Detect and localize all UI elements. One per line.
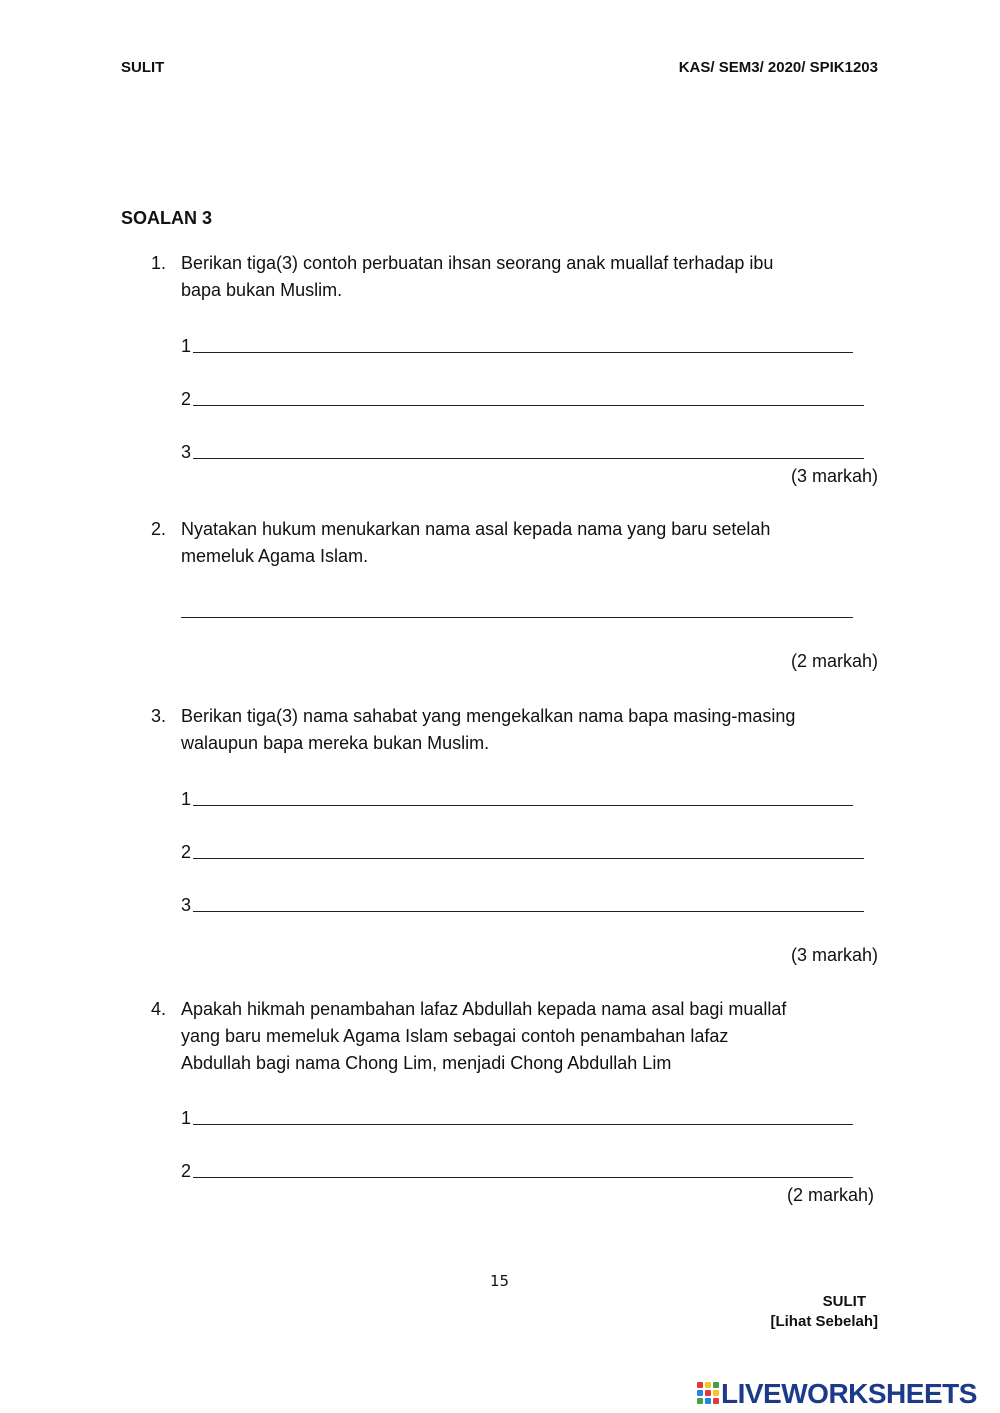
answer-blank[interactable] — [193, 1177, 853, 1178]
question-2-line-2: memeluk Agama Islam. — [181, 546, 369, 566]
answer-1-1[interactable] — [181, 333, 853, 355]
question-2-marks: (2 markah) — [790, 651, 878, 671]
answer-blank[interactable] — [193, 911, 864, 912]
answer-blank[interactable] — [181, 617, 853, 618]
answer-label: 1 — [181, 789, 192, 809]
question-1-number: 1. — [151, 253, 167, 273]
answer-blank[interactable] — [193, 352, 853, 353]
answer-blank[interactable] — [193, 1124, 853, 1125]
answer-label: 2 — [181, 842, 192, 862]
answer-blank[interactable] — [193, 805, 853, 806]
question-4-marks: (2 markah) — [786, 1185, 874, 1205]
page-number: 15 — [490, 1272, 510, 1290]
question-4-line-3: Abdullah bagi nama Chong Lim, menjadi Chong Abdullah Lim — [181, 1053, 672, 1073]
question-1-line-1: Berikan tiga(3) contoh perbuatan ihsan seorang anak muallaf terhadap ibu — [181, 253, 774, 273]
liveworksheets-logo-icon — [697, 1382, 719, 1408]
answer-label: 3 — [181, 442, 192, 462]
question-1-text — [181, 250, 881, 304]
header-right: KAS/ SEM3/ 2020/ SPIK1203 — [678, 59, 878, 76]
question-4-line-2: yang baru memeluk Agama Islam sebagai contoh penambahan lafaz — [181, 1026, 729, 1046]
answer-blank[interactable] — [193, 405, 864, 406]
answer-1-2[interactable] — [181, 386, 864, 408]
answer-2[interactable] — [181, 598, 853, 620]
question-3-text — [181, 703, 881, 757]
answer-label: 1 — [181, 1108, 192, 1128]
question-2-text — [181, 516, 881, 570]
question-2-number: 2. — [151, 519, 167, 539]
answer-4-1[interactable] — [181, 1105, 853, 1127]
answer-label: 1 — [181, 336, 192, 356]
question-4-line-1: Apakah hikmah penambahan lafaz Abdullah kepada nama asal bagi muallaf — [181, 999, 787, 1019]
answer-blank[interactable] — [193, 858, 864, 859]
answer-3-1[interactable] — [181, 786, 853, 808]
answer-4-2[interactable] — [181, 1158, 853, 1180]
question-3-number: 3. — [151, 706, 167, 726]
section-title: SOALAN 3 — [121, 208, 213, 228]
question-4-number: 4. — [151, 999, 167, 1019]
liveworksheets-wordmark: LIVEWORKSHEETS — [721, 1378, 977, 1409]
answer-label: 2 — [181, 389, 192, 409]
answer-3-2[interactable] — [181, 839, 864, 861]
question-1-line-2: bapa bukan Muslim. — [181, 280, 343, 300]
question-3-marks: (3 markah) — [790, 945, 878, 965]
question-4-text — [181, 996, 881, 1077]
footer-next: [Lihat Sebelah] — [770, 1313, 878, 1330]
question-3-line-1: Berikan tiga(3) nama sahabat yang mengekalkan nama bapa masing-masing — [181, 706, 796, 726]
answer-label: 3 — [181, 895, 192, 915]
answer-3-3[interactable] — [181, 892, 864, 914]
question-3-line-2: walaupun bapa mereka bukan Muslim. — [181, 733, 490, 753]
question-1-marks: (3 markah) — [790, 466, 878, 486]
answer-blank[interactable] — [193, 458, 864, 459]
answer-label: 2 — [181, 1161, 192, 1181]
question-2-line-1: Nyatakan hukum menukarkan nama asal kepada nama yang baru setelah — [181, 519, 771, 539]
answer-1-3[interactable] — [181, 439, 864, 461]
footer-sulit: SULIT — [822, 1293, 866, 1310]
header-left: SULIT — [121, 59, 165, 76]
